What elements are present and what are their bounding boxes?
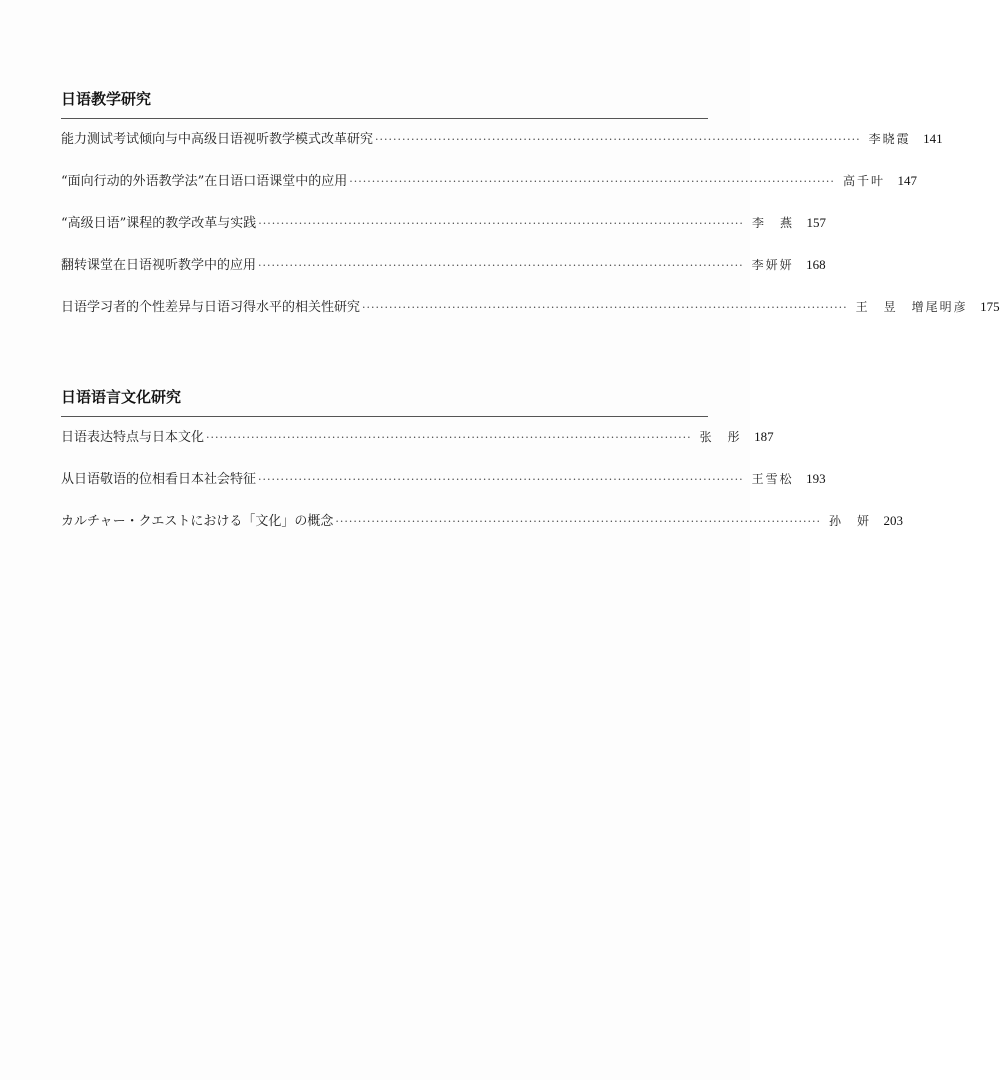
dot-leader: ············································································································ [258,259,744,272]
dot-leader: ············································································································ [335,515,821,528]
entry-page-number: 203 [883,513,904,528]
entry-author: 李妍妍 [751,258,794,272]
dot-leader: ············································································································ [206,431,692,444]
section-divider [61,416,708,417]
dot-leader: ············································································································ [258,473,744,486]
toc-section-japanese-teaching [61,88,1000,334]
entry-title: 能力测试考试倾向与中高级日语视听教学模式改革研究 [61,132,374,147]
section-title: 日语语言文化研究 [61,388,182,406]
toc-entry[interactable] [61,422,774,464]
toc-entry[interactable] [61,124,943,166]
entry-author: 王雪松 [751,472,794,486]
section-divider [61,118,708,119]
entry-title: 翻转课堂在日语视听教学中的应用 [61,258,257,273]
entry-page-number: 147 [897,173,917,188]
toc-entry[interactable] [61,506,904,548]
dot-leader: ············································································································ [258,217,744,230]
entry-author: 李 燕 [751,216,794,230]
entry-title: “面向行动的外语教学法”在日语口语课堂中的应用 [61,174,348,189]
entry-page-number: 187 [754,429,774,444]
section-title: 日语教学研究 [61,90,152,108]
toc-entry-list [61,422,904,548]
toc-entry[interactable] [61,292,1000,334]
toc-section-language-culture [61,386,904,548]
dot-leader: ············································································································ [349,175,835,188]
entry-title: “高级日语”课程的教学改革与实践 [61,216,257,231]
entry-page-number: 193 [806,471,826,486]
entry-page-number: 157 [806,215,826,230]
entry-title: 日语表达特点与日本文化 [61,430,205,445]
dot-leader: ············································································································ [362,301,848,314]
toc-entry[interactable] [61,208,826,250]
entry-page-number: 168 [806,257,826,272]
entry-title: カルチャー・クエストにおける「文化」の概念 [61,514,334,529]
toc-entry[interactable] [61,166,917,208]
entry-author: 孙 妍 [829,514,872,528]
entry-title: 日语学习者的个性差异与日语习得水平的相关性研究 [61,300,361,315]
entry-page-number: 141 [923,131,943,146]
dot-leader: ············································································································ [375,133,861,146]
entry-author: 李晓霞 [868,132,911,146]
toc-entry[interactable] [61,464,826,506]
entry-title: 从日语敬语的位相看日本社会特征 [61,472,257,487]
entry-author: 王 昱 增尾明彦 [855,300,968,314]
entry-page-number: 175 [980,299,1000,314]
toc-entry[interactable] [61,250,826,292]
entry-author: 张 彤 [699,430,742,444]
entry-author: 高千叶 [842,174,885,188]
toc-entry-list [61,124,1000,334]
